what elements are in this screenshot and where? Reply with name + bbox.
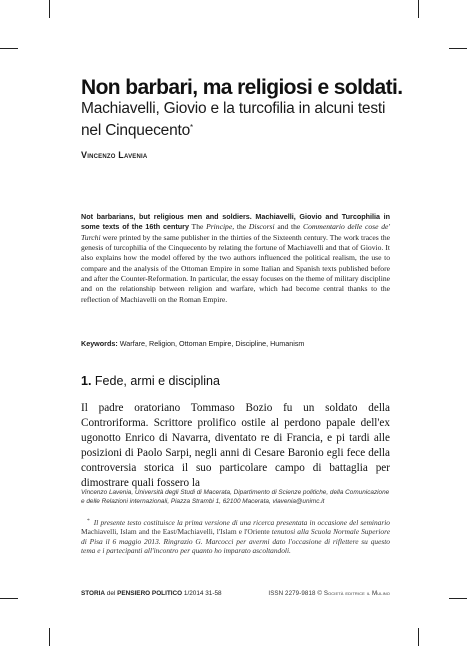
abstract-text: The	[188, 222, 207, 232]
abstract-title-principe: Principe	[206, 222, 233, 232]
crop-mark	[49, 628, 50, 646]
crop-mark	[418, 628, 419, 646]
abstract-english-title: Not barbarians, but religious men and soldiers. Machiavelli, Giovio and Turcophilia in some texts of the 16th century	[81, 212, 390, 232]
author-name: Vincenzo Lavenia	[81, 150, 148, 160]
abstract-title-commentario: Commentario delle cose de' Turchi	[81, 222, 390, 242]
journal-name-del: del	[105, 590, 118, 597]
journal-citation	[81, 590, 222, 597]
subtitle-text: Machiavelli, Giovio e la turcofilia in alcuni testi nel Cinquecento	[81, 100, 386, 139]
footnote-text: tenutosi alla Scuola Normale Superiore di Pisa il 6 maggio 2013. Ringrazio G. Marcocci per avermi dato l'occasione di riflettere su questo tema e i partecipanti all'incontro per quanto ho imparato ascoltandoli.	[81, 527, 390, 555]
crop-mark	[49, 0, 50, 18]
abstract-text: and the	[274, 222, 304, 232]
issn-publisher: ISSN 2279-9818 © Società editrice il Mulino	[268, 590, 390, 597]
footnote	[81, 517, 390, 555]
journal-name-pensiero: PENSIERO POLITICO	[117, 590, 183, 597]
section-heading	[81, 374, 220, 388]
crop-mark	[0, 48, 18, 49]
article-title: Non barbari, ma religiosi e soldati.	[81, 76, 403, 99]
crop-mark	[418, 0, 419, 18]
abstract	[81, 212, 390, 305]
subtitle-footnote-marker: *	[190, 123, 193, 132]
section-title: Fede, armi e disciplina	[91, 374, 220, 388]
keywords-label: Keywords:	[81, 339, 118, 348]
journal-issue-pages: 1/2014 31-58	[182, 590, 222, 597]
keywords-list: Warfare, Religion, Ottoman Empire, Discipline, Humanism	[117, 339, 305, 348]
footnote-marker: *	[87, 518, 90, 524]
crop-mark	[449, 598, 467, 599]
abstract-text: were printed by the same publisher in the thirties of the Sixteenth century. The work traces the genesis of turcophilia of the Cinquecento by relating the fortune of Machiavelli and that of Giovio. It also explains how the model offered by the two authors influenced the political realism, the use to compare and the analysis of the Ottoman Empire in some Italian and Spanish texts published before and after the Counter-Reformation. In particular, the essay focuses on the theme of military discipline and on the relationship between religion and warfare, which had become central thanks to the reflection of Machiavelli on the Roman Empire.	[81, 232, 390, 304]
keywords	[81, 339, 390, 348]
crop-mark	[0, 598, 18, 599]
footnote-seminar-title: Machiavelli, Islam and the East/Machiavelli, l'Islam e l'Oriente	[81, 527, 270, 537]
journal-name-storia: STORIA	[81, 590, 106, 597]
crop-mark	[449, 48, 467, 49]
author-affiliation: Vincenzo Lavenia, Università degli Studi di Macerata, Dipartimento di Scienze politiche, della Comunicazione e delle Relazioni internazionali, Piazza Strambi 1, 62100 Macerata, vlavenia@unimc.it	[81, 489, 390, 506]
section-number: 1.	[81, 374, 92, 388]
footnote-text: Il presente testo costituisce la prima versione di una ricerca presentata in occasione del seminario	[93, 518, 390, 527]
abstract-title-discorsi: Discorsi	[248, 222, 275, 232]
abstract-text: , the	[232, 222, 249, 232]
body-paragraph: Il padre oratoriano Tommaso Bozio fu un soldato della Controriforma. Scrittore prolifico ostile al perdono papale dell'ex ugonotto Enrico di Navarra, diventato re di Francia, e pi tardi alle posizioni di Paolo Sarpi, negli anni di Cesare Baronio egli fece della controversia storica il suo particolare campo di battaglia per dimostrare quali fossero la	[81, 402, 390, 490]
article-subtitle	[81, 99, 401, 140]
